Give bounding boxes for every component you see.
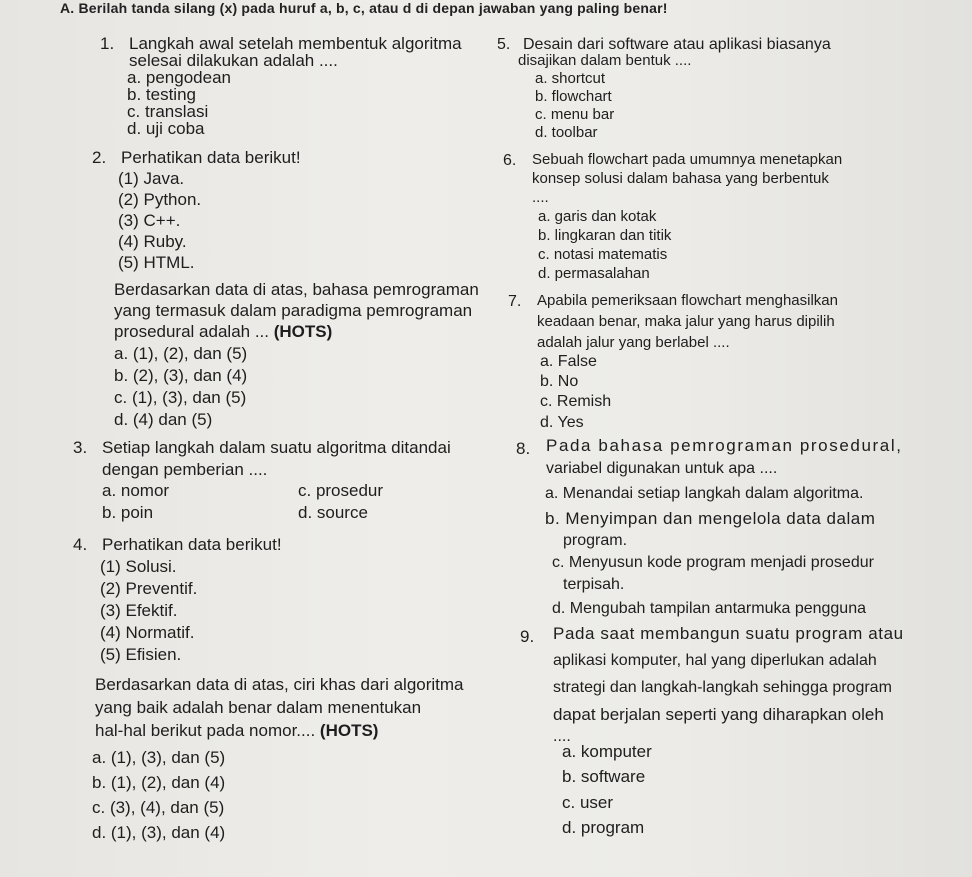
q5-option-d[interactable]: d. toolbar (535, 124, 598, 141)
q2-item-4: (4) Ruby. (118, 232, 187, 251)
q8-number: 8. (516, 439, 531, 458)
q5-line-2: disajikan dalam bentuk .... (518, 52, 692, 69)
q7-number: 7. (508, 293, 522, 310)
q4-stem-3 (95, 722, 378, 741)
q6-option-a[interactable]: a. garis dan kotak (538, 208, 657, 225)
q9-line-1: Pada saat membangun suatu program atau (553, 624, 904, 643)
q3-option-d[interactable]: d. source (298, 503, 368, 522)
q3-line-1: Setiap langkah dalam suatu algoritma ditandai (102, 438, 451, 457)
q1-option-b[interactable]: b. testing (127, 85, 196, 104)
q8-option-c-cont: terpisah. (563, 576, 625, 593)
q8-option-b[interactable]: b. Menyimpan dan mengelola data dalam (545, 509, 876, 528)
q2-stem-3-text: prosedural adalah ... (114, 322, 274, 341)
q5-option-a[interactable]: a. shortcut (535, 70, 606, 87)
q4-line-1: Perhatikan data berikut! (102, 535, 282, 554)
q9-option-b[interactable]: b. software (562, 767, 646, 786)
q4-item-4: (4) Normatif. (100, 623, 195, 642)
q4-hots-label: (HOTS) (319, 721, 379, 740)
q6-line-1: Sebuah flowchart pada umumnya menetapkan (532, 151, 843, 168)
q4-option-c[interactable]: c. (3), (4), dan (5) (92, 798, 225, 817)
q2-option-c[interactable]: c. (1), (3), dan (5) (114, 388, 247, 407)
q8-option-a[interactable]: a. Menandai setiap langkah dalam algoritma. (545, 485, 864, 502)
q2-line-1: Perhatikan data berikut! (121, 148, 301, 167)
q7-line-2: keadaan benar, maka jalur yang harus dipilih (537, 313, 835, 330)
q2-option-a[interactable]: a. (1), (2), dan (5) (114, 344, 248, 363)
q2-item-1: (1) Java. (118, 169, 185, 188)
q5-line-1: Desain dari software atau aplikasi biasanya (523, 36, 831, 53)
q3-option-a[interactable]: a. nomor (102, 481, 170, 500)
q3-number: 3. (73, 438, 88, 457)
q9-option-a[interactable]: a. komputer (562, 742, 652, 761)
q7-option-b[interactable]: b. No (540, 373, 579, 390)
q7-option-d[interactable]: d. Yes (540, 414, 584, 431)
q8-line-2: variabel digunakan untuk apa .... (546, 460, 778, 477)
q8-option-d[interactable]: d. Mengubah tampilan antarmuka pengguna (552, 600, 866, 617)
q8-option-b-cont: program. (563, 532, 628, 549)
q6-option-b[interactable]: b. lingkaran dan titik (538, 227, 672, 244)
q4-option-b[interactable]: b. (1), (2), dan (4) (92, 773, 226, 792)
q1-line-2: selesai dilakukan adalah .... (129, 51, 338, 70)
q1-option-c[interactable]: c. translasi (127, 102, 209, 121)
q2-item-3: (3) C++. (118, 211, 181, 230)
q4-item-1: (1) Solusi. (100, 557, 177, 576)
q9-line-2: aplikasi komputer, hal yang diperlukan adalah (553, 652, 877, 669)
q9-line-3: strategi dan langkah-langkah sehingga program (553, 679, 892, 696)
q7-line-1: Apabila pemeriksaan flowchart menghasilkan (537, 292, 838, 309)
q2-stem-3 (114, 323, 332, 342)
q7-line-3: adalah jalur yang berlabel .... (537, 334, 730, 351)
q7-option-c[interactable]: c. Remish (540, 393, 612, 410)
q2-hots-label: (HOTS) (273, 322, 333, 341)
q2-stem-1: Berdasarkan data di atas, bahasa pemrograman (114, 280, 479, 299)
q2-option-d[interactable]: d. (4) dan (5) (114, 410, 213, 429)
q1-number: 1. (100, 34, 115, 53)
q9-line-5: .... (553, 728, 571, 745)
q4-option-d[interactable]: d. (1), (3), dan (4) (92, 823, 226, 842)
q6-option-c[interactable]: c. notasi matematis (538, 246, 668, 263)
q4-item-3: (3) Efektif. (100, 601, 178, 620)
q6-option-d[interactable]: d. permasalahan (538, 265, 650, 282)
q7-option-a[interactable]: a. False (540, 353, 597, 370)
q4-stem-1: Berdasarkan data di atas, ciri khas dari algoritma (95, 675, 464, 694)
q9-option-d[interactable]: d. program (562, 818, 645, 837)
q4-number: 4. (73, 535, 88, 554)
q2-option-b[interactable]: b. (2), (3), dan (4) (114, 366, 248, 385)
q4-option-a[interactable]: a. (1), (3), dan (5) (92, 748, 226, 767)
q8-option-c[interactable]: c. Menyusun kode program menjadi prosedur (552, 554, 874, 571)
q8-line-1: Pada bahasa pemrograman prosedural, (546, 436, 903, 455)
q9-number: 9. (520, 627, 535, 646)
q1-line-1: Langkah awal setelah membentuk algoritma (129, 34, 462, 53)
q9-line-4: dapat berjalan seperti yang diharapkan oleh (553, 705, 884, 724)
q2-stem-2: yang termasuk dalam paradigma pemrograman (114, 301, 473, 320)
q1-option-d[interactable]: d. uji coba (127, 119, 205, 138)
q5-number: 5. (497, 36, 511, 53)
q2-number: 2. (92, 148, 107, 167)
q6-number: 6. (503, 152, 517, 169)
q4-stem-2: yang baik adalah benar dalam menentukan (95, 698, 422, 717)
q3-option-b[interactable]: b. poin (102, 503, 154, 522)
q3-line-2: dengan pemberian .... (102, 460, 268, 479)
q6-line-3: .... (532, 189, 549, 206)
q5-option-b[interactable]: b. flowchart (535, 88, 612, 105)
q4-item-5: (5) Efisien. (100, 645, 182, 664)
q1-option-a[interactable]: a. pengodean (127, 68, 231, 87)
q2-item-2: (2) Python. (118, 190, 202, 209)
q4-stem-3-text: hal-hal berikut pada nomor.... (95, 721, 320, 740)
q3-option-c[interactable]: c. prosedur (298, 481, 384, 500)
q6-line-2: konsep solusi dalam bahasa yang berbentuk (532, 170, 829, 187)
q2-item-5: (5) HTML. (118, 253, 195, 272)
instruction-header: A. Berilah tanda silang (x) pada huruf a, b, c, atau d di depan jawaban yang paling benar! (60, 0, 668, 16)
q9-option-c[interactable]: c. user (562, 793, 614, 812)
q5-option-c[interactable]: c. menu bar (535, 106, 615, 123)
q4-item-2: (2) Preventif. (100, 579, 198, 598)
